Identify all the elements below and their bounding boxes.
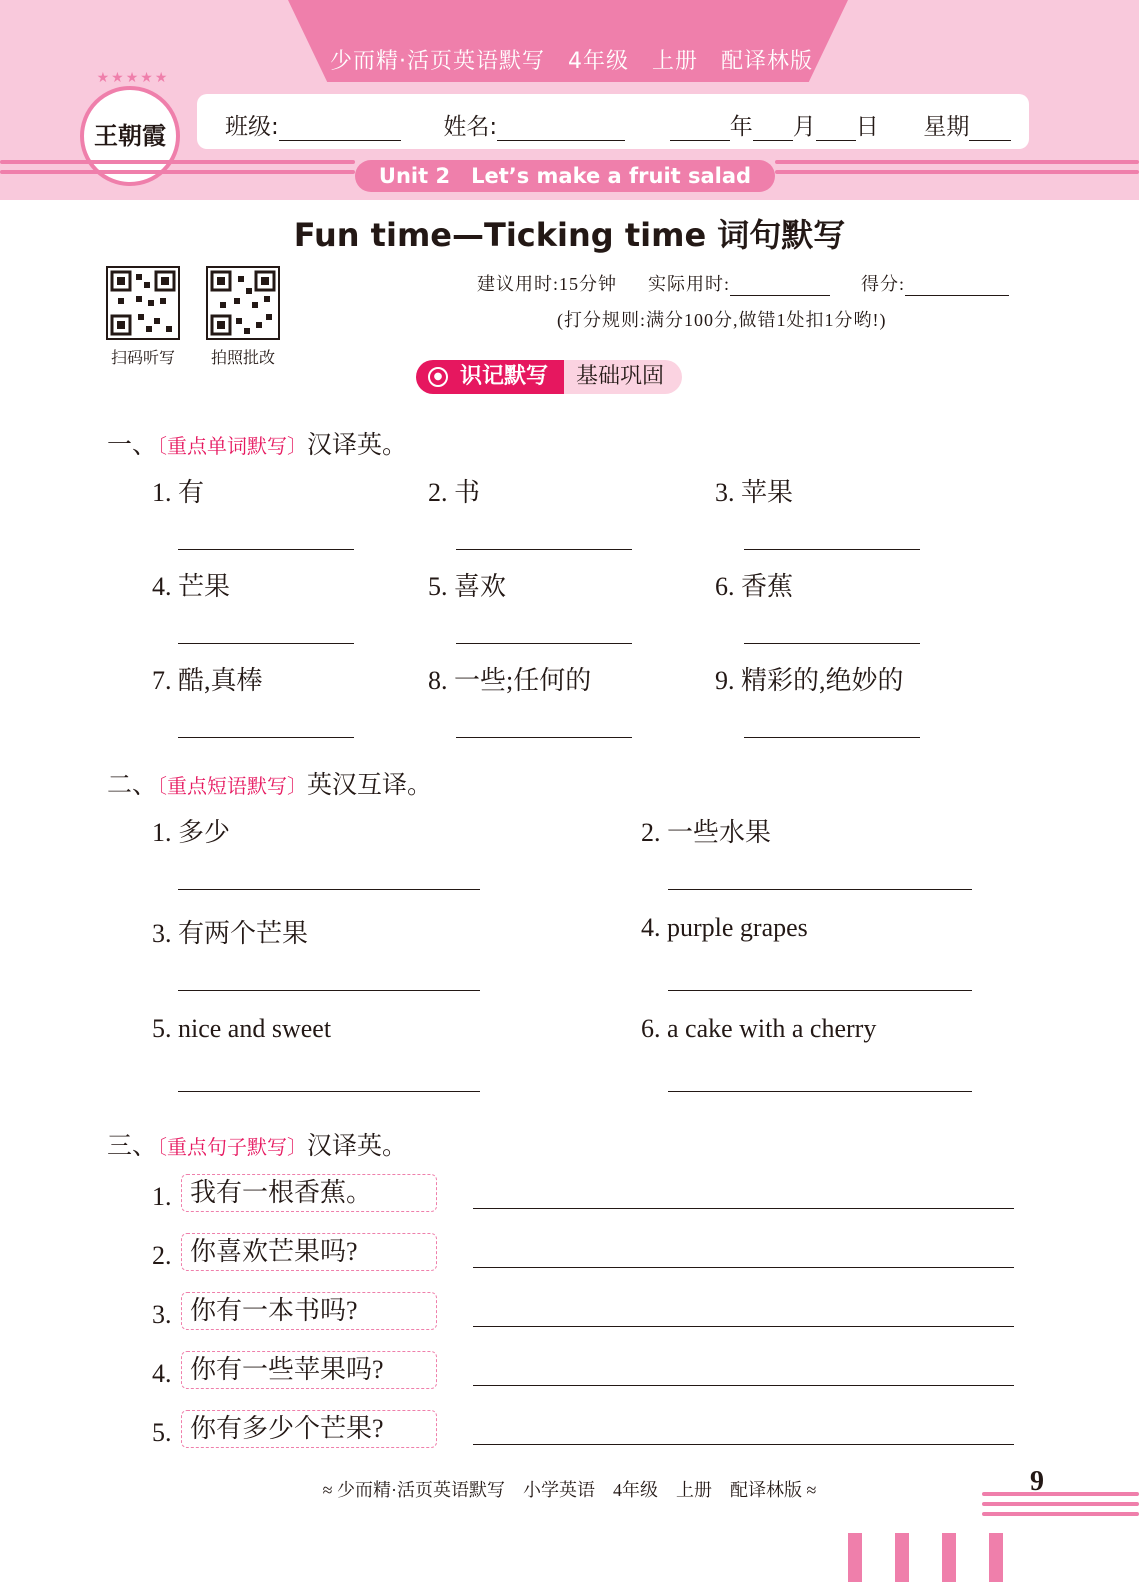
answer-line[interactable]: [456, 737, 632, 738]
answer-line[interactable]: [668, 889, 972, 890]
qr-code-listen[interactable]: [106, 266, 180, 340]
series-title: 少而精·活页英语默写 4年级 上册 配译林版: [330, 49, 813, 74]
word-item: 5. 喜欢: [428, 572, 507, 601]
answer-line[interactable]: [473, 1385, 1014, 1386]
timing-row: [477, 270, 1009, 296]
score-field[interactable]: [905, 275, 1009, 296]
footer-wave-2: [982, 1502, 1139, 1506]
sentence-number: 3.: [152, 1300, 172, 1329]
section3-heading: [107, 1126, 407, 1162]
section3-prefix: 三、: [107, 1131, 158, 1160]
logo-text: 王朝霞: [94, 121, 166, 150]
badge-sub: 基础巩固: [564, 360, 682, 394]
wave-left-2: [0, 170, 355, 174]
sentence-prompt: 你有一本书吗?: [181, 1292, 437, 1330]
day-label: 日: [855, 114, 879, 140]
sentence-prompt: 我有一根香蕉。: [181, 1174, 437, 1212]
weekday-field[interactable]: [969, 118, 1011, 141]
phrase-item: 1. 多少: [152, 818, 231, 847]
word-item: 6. 香蕉: [715, 572, 794, 601]
sentence-number: 5.: [152, 1418, 172, 1447]
sentence-prompt: 你有一些苹果吗?: [181, 1351, 437, 1389]
wave-right-1: [775, 160, 1139, 164]
answer-line[interactable]: [473, 1267, 1014, 1268]
answer-line[interactable]: [744, 737, 920, 738]
month-label: 月: [792, 114, 816, 140]
wave-left-1: [0, 160, 355, 164]
answer-line[interactable]: [473, 1326, 1014, 1327]
section2-heading: [107, 765, 432, 801]
sentence-prompt: 你有多少个芒果?: [181, 1410, 437, 1448]
sentence-prompt: 你喜欢芒果吗?: [181, 1233, 437, 1271]
answer-line[interactable]: [178, 889, 480, 890]
sentence-number: 2.: [152, 1241, 172, 1270]
answer-line[interactable]: [178, 990, 480, 991]
answer-line[interactable]: [668, 990, 972, 991]
section2-prefix: 二、: [107, 770, 158, 799]
medal-icon: ●: [428, 367, 448, 387]
student-info-row: [225, 108, 1011, 141]
edge-stripe: [895, 1533, 909, 1582]
year-field[interactable]: [670, 118, 730, 141]
suggested-time: 建议用时:15分钟: [477, 274, 618, 294]
qr-caption-photo: 拍照批改: [210, 348, 275, 367]
answer-line[interactable]: [178, 643, 354, 644]
answer-line[interactable]: [668, 1091, 972, 1092]
answer-line[interactable]: [178, 1091, 480, 1092]
answer-line[interactable]: [744, 549, 920, 550]
footer-wave-1: [982, 1492, 1139, 1496]
class-field[interactable]: [279, 118, 401, 141]
qr-caption-listen: 扫码听写: [110, 348, 175, 367]
answer-line[interactable]: [744, 643, 920, 644]
answer-line[interactable]: [456, 643, 632, 644]
section3-tag: 〔重点句子默写〕: [157, 1135, 308, 1159]
edge-stripe: [848, 1533, 862, 1582]
word-item: 4. 芒果: [152, 572, 231, 601]
sentence-number: 1.: [152, 1182, 172, 1211]
sentence-number: 4.: [152, 1359, 172, 1388]
phrase-item: 3. 有两个芒果: [152, 919, 309, 948]
qr-code-photo[interactable]: [206, 266, 280, 340]
section3-instruction: 汉译英。: [307, 1131, 408, 1160]
answer-line[interactable]: [473, 1208, 1014, 1209]
actual-time-field[interactable]: [730, 275, 830, 296]
word-item: 1. 有: [152, 478, 205, 507]
section2-tag: 〔重点短语默写〕: [157, 774, 308, 798]
section1-prefix: 一、: [107, 430, 158, 459]
section-badge: [416, 360, 682, 394]
name-field[interactable]: [497, 118, 625, 141]
footer-text: ≈ 少而精·活页英语默写 小学英语 4年级 上册 配译林版 ≈: [322, 1480, 817, 1500]
name-label: 姓名:: [443, 114, 498, 140]
day-field[interactable]: [816, 118, 856, 141]
phrase-item: 5. nice and sweet: [152, 1014, 332, 1043]
section1-instruction: 汉译英。: [307, 430, 408, 459]
word-item: 3. 苹果: [715, 478, 794, 507]
class-label: 班级:: [225, 114, 279, 140]
phrase-item: 2. 一些水果: [641, 818, 772, 847]
qr-code-icon: [208, 268, 278, 338]
word-item: 7. 酷,真棒: [152, 666, 263, 695]
word-item: 2. 书: [428, 478, 481, 507]
unit-title: Unit 2 Let’s make a fruit salad: [355, 160, 775, 192]
section2-instruction: 英汉互译。: [307, 770, 433, 799]
answer-line[interactable]: [456, 549, 632, 550]
wave-right-2: [775, 170, 1139, 174]
word-item: 8. 一些;任何的: [428, 666, 592, 695]
answer-line[interactable]: [178, 549, 354, 550]
score-label: 得分:: [861, 274, 906, 294]
actual-time-label: 实际用时:: [648, 274, 731, 294]
word-item: 9. 精彩的,绝妙的: [715, 666, 904, 695]
footer-wave-3: [982, 1512, 1139, 1516]
weekday-label: 星期: [923, 114, 970, 140]
phrase-item: 6. a cake with a cherry: [641, 1014, 877, 1043]
page-title: Fun time—Ticking time 词句默写: [293, 216, 846, 254]
qr-code-icon: [108, 268, 178, 338]
phrase-item: 4. purple grapes: [641, 913, 808, 942]
month-field[interactable]: [753, 118, 793, 141]
section1-tag: 〔重点单词默写〕: [157, 434, 308, 458]
section1-heading: [107, 425, 407, 461]
page-number: 9: [1030, 1466, 1044, 1497]
logo-stars: ★★★★★: [96, 71, 170, 86]
badge-main: [416, 360, 564, 394]
scoring-rule: (打分规则:满分100分,做错1处扣1分哟!): [557, 310, 887, 330]
answer-line[interactable]: [473, 1444, 1014, 1445]
year-label: 年: [729, 114, 753, 140]
badge-main-label: 识记默写: [460, 364, 549, 389]
edge-stripe: [942, 1533, 956, 1582]
edge-stripe: [989, 1533, 1003, 1582]
answer-line[interactable]: [178, 737, 354, 738]
